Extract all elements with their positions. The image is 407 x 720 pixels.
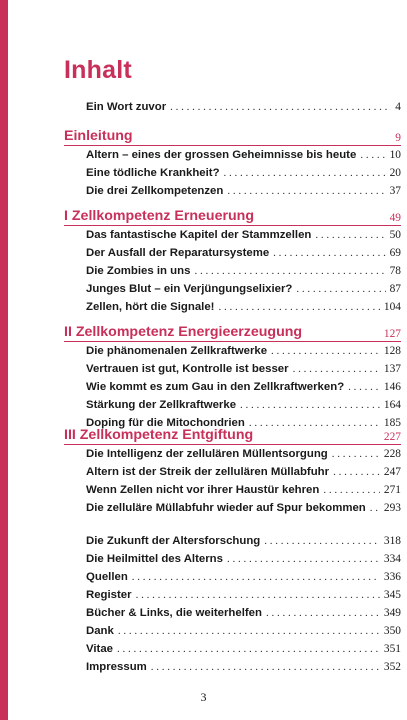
toc-entry-label: Die zelluläre Müllabfuhr wieder auf Spur bekommen — [86, 502, 366, 514]
toc-entry[interactable] — [86, 340, 401, 358]
spine-accent-bar — [0, 0, 8, 720]
toc-entry[interactable] — [86, 656, 401, 674]
section-page: 127 — [383, 328, 401, 340]
toc-entry-page: 318 — [383, 535, 401, 547]
dot-leader — [264, 534, 380, 548]
dot-leader — [360, 148, 385, 162]
toc-entry-label: Dank — [86, 625, 114, 637]
toc-entry[interactable] — [86, 584, 401, 602]
toc-entry-page: 247 — [383, 466, 401, 478]
dot-leader — [227, 552, 380, 566]
dot-leader — [227, 184, 385, 198]
toc-entry[interactable] — [86, 566, 401, 584]
toc-entry[interactable] — [86, 260, 401, 278]
toc-entry-page: 104 — [383, 301, 401, 313]
toc-entry-label: Die Zukunft der Altersforschung — [86, 535, 261, 547]
section-page: 49 — [389, 212, 401, 224]
toc-entry-label: Vitae — [86, 643, 114, 655]
toc-entry-page: 228 — [383, 448, 401, 460]
toc-entry[interactable] — [86, 394, 401, 412]
toc-entry[interactable] — [86, 443, 401, 461]
page-title: Inhalt — [64, 56, 132, 84]
toc-entry-page: 350 — [383, 625, 401, 637]
toc-entry-page: 50 — [389, 229, 401, 241]
toc-entry-page: 336 — [383, 571, 401, 583]
toc-entry-page: 20 — [389, 167, 401, 179]
dot-leader — [224, 166, 386, 180]
toc-entry-label: Altern – eines der grossen Geheimnisse bis heute — [86, 149, 357, 161]
toc-entry-page: 351 — [383, 643, 401, 655]
toc-entry-label: Register — [86, 589, 132, 601]
toc-entry[interactable] — [86, 144, 401, 162]
toc-entry-page: 137 — [383, 363, 401, 375]
toc-entry-label: Der Ausfall der Reparatursysteme — [86, 247, 270, 259]
toc-entry[interactable] — [86, 548, 401, 566]
toc-entry-page: 10 — [389, 149, 401, 161]
section-title: I Zellkompetenz Erneuerung — [64, 208, 254, 224]
toc-entry-page: 128 — [383, 345, 401, 357]
toc-entry[interactable] — [86, 479, 401, 497]
toc-entry-page: 78 — [389, 265, 401, 277]
toc-entry-label: Bücher & Links, die weiterhelfen — [86, 607, 262, 619]
toc-entry[interactable] — [86, 461, 401, 479]
toc-entry[interactable] — [86, 224, 401, 242]
dot-leader — [218, 300, 379, 314]
toc-entry-page: 69 — [389, 247, 401, 259]
dot-leader — [293, 362, 380, 376]
toc-entry[interactable] — [86, 296, 401, 314]
dot-leader — [194, 264, 385, 278]
toc-entry-page: 185 — [383, 417, 401, 429]
toc-entry[interactable] — [86, 278, 401, 296]
section-heading-entgiftung[interactable] — [64, 425, 401, 443]
toc-entry-label: Zellen, hört die Signale! — [86, 301, 215, 313]
toc-entry-page: 37 — [389, 185, 401, 197]
dot-leader — [136, 588, 380, 602]
section-title: III Zellkompetenz Entgiftung — [64, 427, 254, 443]
dot-leader — [118, 624, 380, 638]
toc-entry-page: 349 — [383, 607, 401, 619]
toc-entry[interactable] — [86, 358, 401, 376]
toc-entry[interactable] — [86, 602, 401, 620]
toc-entry-label: Die drei Zellkompetenzen — [86, 185, 224, 197]
toc-entry-label: Junges Blut – ein Verjüngungselixier? — [86, 283, 293, 295]
section-title: Einleitung — [64, 128, 133, 144]
toc-entry-label: Doping für die Mitochondrien — [86, 417, 245, 429]
toc-entry-label: Stärkung der Zellkraftwerke — [86, 399, 237, 411]
toc-entry-label: Quellen — [86, 571, 128, 583]
toc-entry-page: 293 — [383, 502, 401, 514]
toc-entry-label: Die Zombies in uns — [86, 265, 191, 277]
toc-entry-page: 271 — [383, 484, 401, 496]
toc-entry-label: Wie kommt es zum Gau in den Zellkraftwerken? — [86, 381, 345, 393]
toc-entry-page: 4 — [395, 101, 401, 113]
dot-leader — [240, 398, 380, 412]
toc-entry-label: Die Heilmittel des Alterns — [86, 553, 223, 565]
toc-entry-label: Eine tödliche Krankheit? — [86, 167, 220, 179]
dot-leader — [333, 465, 380, 479]
toc-entry-page: 345 — [383, 589, 401, 601]
section-title: II Zellkompetenz Energieerzeugung — [64, 324, 303, 340]
toc-entry[interactable] — [86, 376, 401, 394]
toc-entry-page: 164 — [383, 399, 401, 411]
toc-entry-label: Die phänomenalen Zellkraftwerke — [86, 345, 268, 357]
toc-entry-label: Die Intelligenz der zellulären Müllentsorgung — [86, 448, 328, 460]
toc-entry-label: Altern ist der Streik der zellulären Müllabfuhr — [86, 466, 330, 478]
toc-entry[interactable] — [86, 242, 401, 260]
section-page: 227 — [383, 431, 401, 443]
dot-leader — [271, 344, 380, 358]
toc-entry-label: Impressum — [86, 661, 147, 673]
toc-entry[interactable] — [86, 180, 401, 198]
dot-leader — [348, 380, 380, 394]
dot-leader — [332, 447, 380, 461]
toc-entry[interactable] — [86, 620, 401, 638]
toc-entry-label: Wenn Zellen nicht vor ihrer Haustür kehren — [86, 484, 320, 496]
section-heading-einleitung[interactable] — [64, 126, 401, 144]
toc-entry-page: 146 — [383, 381, 401, 393]
section-page: 9 — [395, 132, 401, 144]
page-number: 3 — [200, 690, 207, 704]
dot-leader — [315, 228, 385, 242]
toc-entry-label: Das fantastische Kapitel der Stammzellen — [86, 229, 312, 241]
toc-entry-label: Ein Wort zuvor — [86, 101, 167, 113]
dot-leader — [132, 570, 380, 584]
toc-entry[interactable] — [86, 638, 401, 656]
toc-entry[interactable] — [86, 497, 401, 515]
dot-leader — [151, 660, 380, 674]
toc-entry-page: 352 — [383, 661, 401, 673]
dot-leader — [323, 483, 380, 497]
dot-leader — [117, 642, 380, 656]
section-heading-erneuerung[interactable] — [64, 206, 401, 224]
toc-entry-page: 334 — [383, 553, 401, 565]
section-heading-energieerzeugung[interactable] — [64, 322, 401, 340]
dot-leader — [266, 606, 380, 620]
dot-leader — [170, 100, 391, 114]
toc-entry[interactable] — [86, 530, 401, 548]
toc-entry[interactable] — [86, 162, 401, 180]
dot-leader — [296, 282, 385, 296]
toc-entry-intro[interactable] — [86, 96, 401, 114]
toc-entry-page: 87 — [389, 283, 401, 295]
dot-leader — [273, 246, 385, 260]
toc-entry-label: Vertrauen ist gut, Kontrolle ist besser — [86, 363, 289, 375]
dot-leader — [370, 501, 380, 515]
